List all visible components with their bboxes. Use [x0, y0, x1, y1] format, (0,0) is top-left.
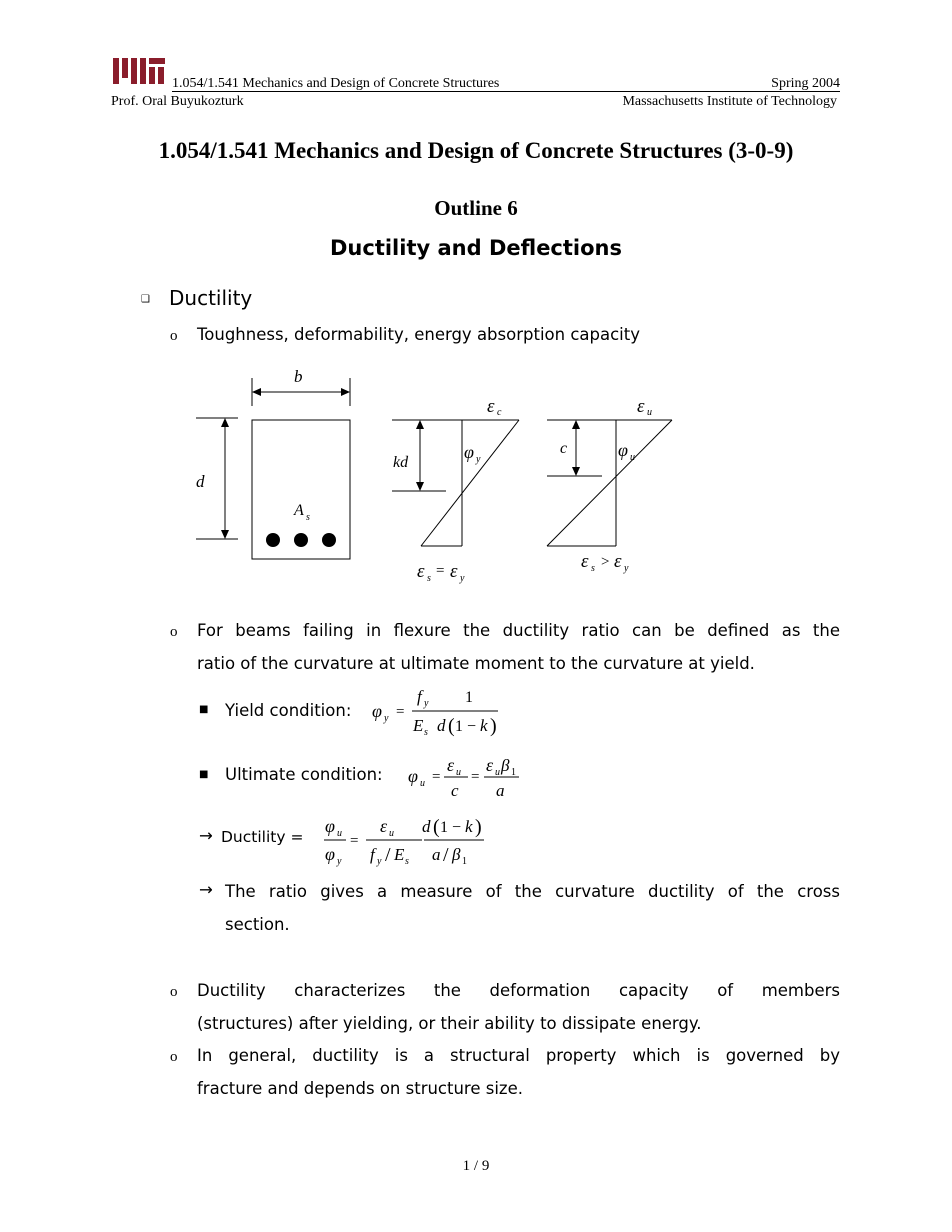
svg-text:=: = [350, 833, 359, 849]
svg-text:u: u [420, 778, 425, 789]
svg-text:s: s [427, 573, 431, 584]
svg-text:E: E [394, 845, 405, 864]
svg-text:=: = [396, 704, 405, 720]
svg-text:/: / [385, 844, 391, 866]
bullet-property-line1: In general, ductility is a structural property which is governed by [197, 1046, 840, 1065]
rebar-3 [322, 533, 336, 547]
label-phi-y: φ [464, 442, 474, 462]
bullet-definition-line1: For beams failing in flexure the ductility ratio can be defined as the [197, 621, 840, 640]
svg-text:1: 1 [462, 856, 467, 867]
svg-text:u: u [456, 767, 461, 778]
svg-text:y: y [337, 856, 342, 867]
svg-text:β: β [452, 845, 461, 864]
svg-text:(: ( [433, 816, 440, 838]
ductility-figure [190, 360, 710, 590]
mit-logo [113, 58, 167, 84]
header-course: 1.054/1.541 Mechanics and Design of Concrete Structures [172, 76, 500, 91]
svg-text:β: β [501, 756, 510, 775]
ratio-line2: section. [225, 915, 290, 934]
page-title: 1.054/1.541 Mechanics and Design of Concrete Structures (3-0-9) [158, 138, 794, 163]
ultimate-label: Ultimate condition: [225, 765, 383, 784]
label-kd: kd [393, 454, 409, 471]
label-as-sub: s [306, 512, 310, 523]
svg-text:u: u [647, 407, 652, 418]
yield-label: Yield condition: [225, 701, 352, 720]
circle-bullet: o [170, 328, 178, 344]
svg-text:ε: ε [447, 755, 455, 775]
svg-text:y: y [377, 856, 382, 867]
label-phi-u: φ [618, 440, 628, 460]
yield-equation [370, 684, 510, 740]
square-bullet-small: ■ [199, 769, 209, 780]
header-rule [172, 91, 840, 92]
svg-text:=: = [432, 769, 441, 785]
label-eps-y2: ε [614, 551, 622, 572]
svg-text:φ: φ [325, 816, 335, 836]
arrow-icon: → [199, 880, 213, 899]
svg-text:y: y [460, 573, 465, 584]
svg-text:d: d [422, 817, 431, 836]
svg-text:f: f [417, 687, 422, 706]
svg-text:φ: φ [325, 844, 335, 864]
svg-text:): ) [475, 816, 482, 838]
svg-text:a: a [432, 845, 441, 864]
arrow-icon: → [199, 826, 213, 845]
svg-text:k: k [480, 716, 488, 735]
square-bullet-small: ■ [199, 704, 209, 715]
svg-text:ε: ε [380, 816, 388, 836]
ductility-label: Ductility = [221, 828, 304, 846]
svg-text:s: s [405, 856, 409, 867]
svg-text:s: s [591, 563, 595, 574]
circle-bullet: o [170, 1049, 178, 1065]
label-eps-s: ε [417, 561, 425, 582]
svg-text:=: = [471, 769, 480, 785]
bullet-capacity-line2: (structures) after yielding, or their ability to dissipate energy. [197, 1014, 702, 1033]
svg-text:E: E [413, 716, 424, 735]
bullet-property-line2: fracture and depends on structure size. [197, 1079, 523, 1098]
label-eps-c: ε [487, 396, 495, 417]
svg-text:u: u [389, 828, 394, 839]
svg-text:1: 1 [465, 689, 473, 706]
svg-text:f: f [370, 845, 375, 864]
label-d: d [196, 472, 205, 491]
bullet-toughness: Toughness, deformability, energy absorption capacity [197, 325, 640, 344]
svg-text:c: c [497, 407, 502, 418]
svg-text:u: u [495, 767, 500, 778]
label-b: b [294, 367, 303, 386]
svg-text:1 −: 1 − [440, 819, 462, 836]
svg-text:y: y [384, 713, 389, 724]
svg-text:c: c [451, 781, 459, 800]
circle-bullet: o [170, 624, 178, 640]
svg-text:>: > [601, 554, 610, 570]
ratio-line1: The ratio gives a measure of the curvature ductility of the cross [225, 882, 840, 901]
svg-text:a: a [496, 781, 505, 800]
outline-title: Outline 6 [434, 196, 518, 220]
svg-text:): ) [490, 715, 497, 737]
square-bullet: ❑ [141, 294, 150, 305]
ultimate-equation [406, 754, 526, 804]
svg-text:k: k [465, 817, 473, 836]
svg-text:φ: φ [408, 766, 418, 786]
header-semester: Spring 2004 [771, 76, 840, 91]
page-number: 1 / 9 [462, 1158, 490, 1174]
svg-text:(: ( [448, 715, 455, 737]
label-eps-u: ε [637, 396, 645, 417]
header-professor: Prof. Oral Buyukozturk [111, 94, 244, 109]
label-as: A [294, 502, 304, 519]
header-institution: Massachusetts Institute of Technology [622, 94, 837, 109]
svg-text:u: u [630, 452, 635, 463]
section-title: Ductility and Deflections [329, 236, 622, 260]
bullet-capacity-line1: Ductility characterizes the deformation capacity of members [197, 981, 840, 1000]
svg-text:1 −: 1 − [455, 718, 477, 735]
svg-text:d: d [437, 716, 446, 735]
svg-text:u: u [337, 828, 342, 839]
svg-text:y: y [476, 454, 481, 465]
svg-text:=: = [436, 563, 445, 579]
ductility-equation [322, 812, 490, 868]
bullet-definition-line2: ratio of the curvature at ultimate moment to the curvature at yield. [197, 654, 755, 673]
svg-text:1: 1 [511, 767, 516, 778]
circle-bullet: o [170, 984, 178, 1000]
rebar-1 [266, 533, 280, 547]
svg-text:ε: ε [486, 755, 494, 775]
svg-text:s: s [424, 727, 428, 738]
label-eps-s2: ε [581, 551, 589, 572]
heading-ductility: Ductility [169, 286, 253, 310]
svg-text:y: y [624, 563, 629, 574]
svg-text:y: y [424, 698, 429, 709]
rebar-2 [294, 533, 308, 547]
svg-text:φ: φ [372, 701, 382, 721]
label-c: c [560, 440, 568, 457]
label-eps-y: ε [450, 561, 458, 582]
svg-text:/: / [443, 844, 449, 866]
